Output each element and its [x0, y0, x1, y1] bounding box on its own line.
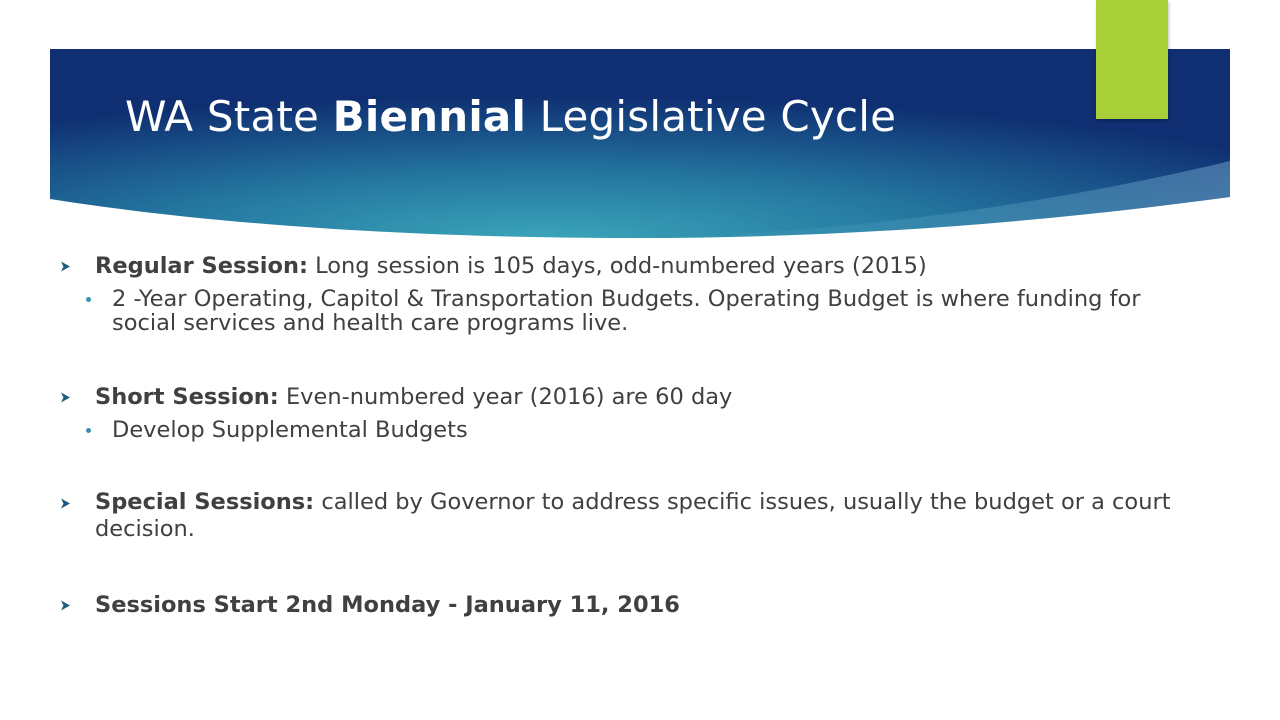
bullet-sessions-start	[60, 591, 1180, 620]
sub-bullet-text: 2 -Year Operating, Capitol & Transportation Budgets. Operating Budget is where funding for social services and health care programs live.	[112, 286, 1141, 336]
bullet-short-session	[60, 383, 1180, 442]
title-banner	[50, 49, 1230, 239]
slide-title	[125, 92, 896, 141]
slide-body	[60, 252, 1180, 620]
bullet-label: Sessions Start 2nd Monday - January 11, 2016	[95, 592, 680, 618]
bullet-text: Long session is 105 days, odd-numbered years (2015)	[307, 253, 927, 279]
arrow-bullet-icon	[60, 261, 71, 272]
dot-bullet-icon	[86, 297, 91, 302]
title-pre: WA State	[125, 92, 333, 141]
bullet-text: Even-numbered year (2016) are 60 day	[278, 384, 733, 410]
dot-bullet-icon	[86, 428, 91, 433]
sub-bullet-text: Develop Supplemental Budgets	[112, 417, 468, 443]
title-bold: Biennial	[332, 92, 527, 141]
arrow-bullet-icon	[60, 600, 71, 611]
bullet-label: Short Session:	[95, 384, 279, 410]
arrow-bullet-icon	[60, 498, 71, 509]
bullet-label: Special Sessions:	[95, 489, 315, 515]
arrow-bullet-icon	[60, 392, 71, 403]
accent-tab	[1096, 0, 1168, 119]
bullet-label: Regular Session:	[95, 253, 308, 279]
bullet-regular-session	[60, 252, 1180, 335]
title-post: Legislative Cycle	[526, 92, 897, 141]
bullet-text: called by Governor to address specific issues, usually the budget or a court decision.	[95, 489, 1171, 542]
bullet-special-sessions	[60, 489, 1180, 543]
